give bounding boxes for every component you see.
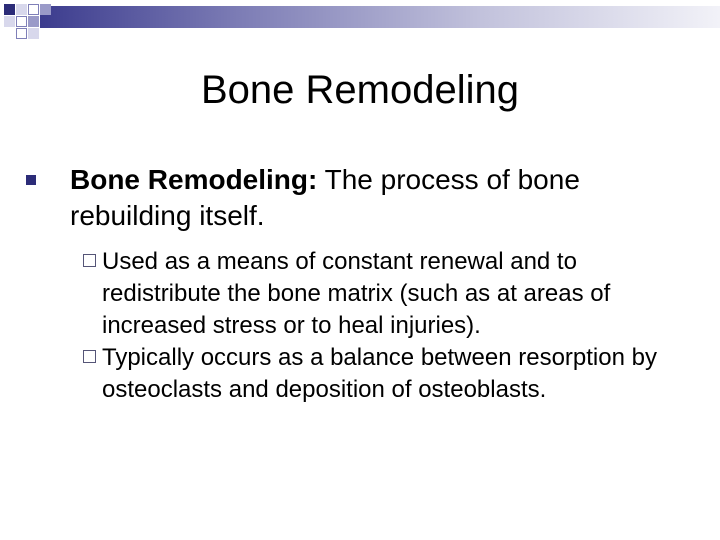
header-decoration [0,0,720,46]
header-gradient-bar [40,6,720,28]
decor-square [28,28,39,39]
decor-square [4,4,15,15]
sub-bullet-list [102,246,682,406]
decor-square [16,4,27,15]
decor-square [28,16,39,27]
decor-square [28,4,39,15]
hollow-square-bullet-icon [83,350,96,363]
sub-bullet-text: Used as a means of constant renewal and to redistribute the bone matrix (such as at areas of increased stress or to heal injuries). [102,248,611,339]
decor-square [16,16,27,27]
square-bullet-icon [26,175,36,185]
sub-bullet-item [102,342,682,406]
sub-bullet-item [102,246,682,342]
decor-square [16,28,27,39]
decor-square [40,4,51,15]
hollow-square-bullet-icon [83,254,96,267]
slide-title: Bone Remodeling [201,68,519,112]
bullet-term: Bone Remodeling: [70,164,318,195]
bullet-text: The process of bone rebuilding itself. [70,164,580,231]
sub-bullet-text: Typically occurs as a balance between resorption by osteoclasts and deposition of osteoblasts. [102,344,657,403]
decor-square [4,16,15,27]
main-bullet [70,162,690,234]
